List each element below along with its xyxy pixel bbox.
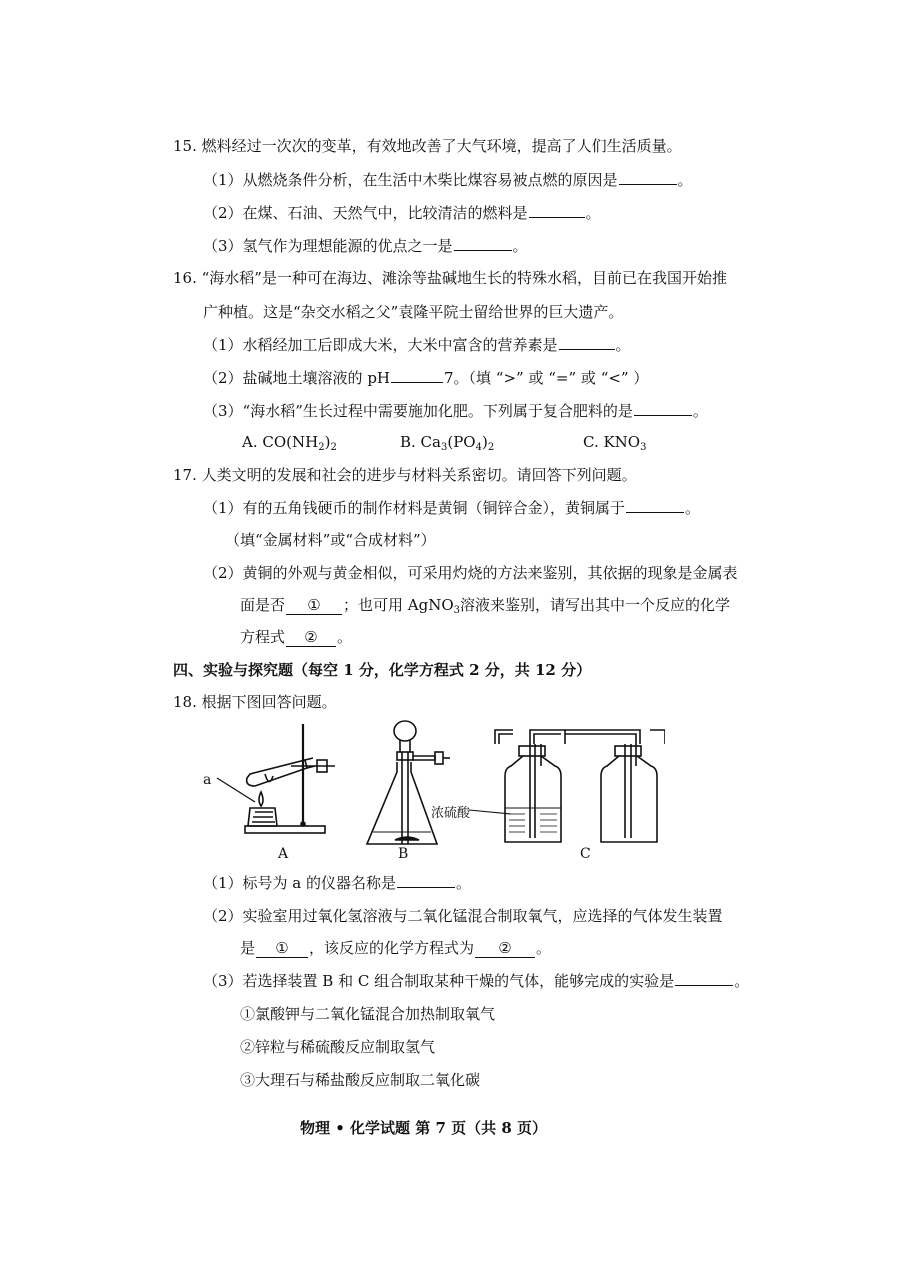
q15-part3 [203, 236, 528, 256]
q16-part1-end: 。 [615, 336, 631, 354]
q16-option-b[interactable]: B. $Ca_3(PO_4)_2$ [400, 433, 495, 453]
q16-part3 [203, 401, 708, 421]
figure-label-a: a [203, 772, 212, 788]
q16-stem-line2: 广种植。这是“杂交水稻之父”袁隆平院士留给世界的巨大遗产。 [203, 303, 624, 321]
q15-part1-text: （1）从燃烧条件分析，在生活中木柴比煤容易被点燃的原因是 [203, 171, 618, 189]
q15-part3-end: 。 [512, 237, 528, 255]
figure-caption-c: C [580, 846, 591, 862]
q18-part1-blank[interactable] [397, 887, 455, 888]
q18-option-1[interactable]: ①氯酸钾与二氧化锰混合加热制取氧气 [240, 1005, 496, 1023]
q15-part3-blank[interactable] [454, 250, 512, 251]
q15-part2-end: 。 [585, 204, 601, 222]
q15-part2-text: （2）在煤、石油、天然气中，比较清洁的燃料是 [203, 204, 528, 222]
q16-stem-line1: 16. “海水稻”是一种可在海边、滩涂等盐碱地生长的特殊水稻，目前已在我国开始推 [173, 269, 727, 287]
q16-part3-end: 。 [692, 402, 708, 420]
q15-stem: 15. 燃料经过一次次的变革，有效地改善了大气环境，提高了人们生活质量。 [173, 137, 682, 155]
q16-part2 [203, 368, 648, 388]
q17-part2-line2: 面是否 ① ；也可用 AgNO$_3$溶液来鉴别，请写出其中一个反应的化学 [240, 596, 731, 616]
q17-part1-blank[interactable] [626, 512, 684, 513]
q16-part2-text-end: 7。（填 “>” 或 “=” 或 “<” ） [444, 369, 649, 387]
q18-part2-blank1[interactable]: ① [256, 939, 308, 958]
q17-part1 [203, 498, 700, 518]
figure-caption-a: A [278, 846, 289, 862]
q17-part2-line1: （2）黄铜的外观与黄金相似，可采用灼烧的方法来鉴别，其依据的现象是金属表 [203, 564, 738, 582]
apparatus-b-drawing [367, 721, 450, 844]
q18-part1: （1）标号为 a 的仪器名称是 。 [203, 874, 472, 892]
q15-part1-blank[interactable] [619, 184, 677, 185]
q16-part2-blank[interactable] [391, 382, 443, 383]
q16-part1 [203, 335, 631, 355]
q16-part2-text: （2）盐碱地土壤溶液的 pH [203, 369, 390, 387]
q17-stem: 17. 人类文明的发展和社会的进步与材料关系密切。请回答下列问题。 [173, 466, 637, 484]
figure-caption-b: B [398, 846, 409, 862]
q18-apparatus-figure [195, 716, 665, 866]
q16-option-a[interactable]: A. $CO(NH_2)_2$ [242, 433, 337, 453]
q17-part2-line3: 方程式 ② 。 [240, 628, 353, 646]
q16-part3-text: （3）“海水稻”生长过程中需要施加化肥。下列属于复合肥料的是 [203, 402, 633, 420]
q17-part1-text: （1）有的五角钱硬币的制作材料是黄铜（铜锌合金），黄铜属于 [203, 499, 626, 517]
q16-part1-text: （1）水稻经加工后即成大米，大米中富含的营养素是 [203, 336, 558, 354]
q15-part1-end: 。 [677, 171, 693, 189]
q17-part2-blank2[interactable]: ② [286, 628, 336, 647]
apparatus-c-drawing [469, 730, 665, 842]
q18-option-3[interactable]: ③大理石与稀盐酸反应制取二氧化碳 [240, 1071, 481, 1089]
figure-label-acid: 浓硫酸 [431, 806, 471, 821]
page-footer: 物理 • 化学试题 第 7 页（共 8 页） [300, 1119, 548, 1137]
q15-part2-blank[interactable] [529, 217, 585, 218]
q15-part2 [203, 203, 601, 223]
q16-option-c[interactable]: C. $KNO_3$ [583, 433, 647, 453]
section-4-title: 四、实验与探究题（每空 1 分，化学方程式 2 分，共 12 分） [173, 661, 592, 679]
apparatus-drawing [195, 716, 665, 866]
q16-part1-blank[interactable] [559, 349, 615, 350]
q18-option-2[interactable]: ②锌粒与稀硫酸反应制取氢气 [240, 1038, 436, 1056]
q18-part2-blank2[interactable]: ② [475, 939, 535, 958]
q15-part1 [203, 170, 693, 190]
q18-part3-blank[interactable] [675, 985, 733, 986]
q17-part1-note: （填“金属材料”或“合成材料”） [225, 531, 436, 549]
q17-part1-end: 。 [685, 499, 701, 517]
q18-stem: 18. 根据下图回答问题。 [173, 693, 337, 711]
q18-part2-line1: （2）实验室用过氧化氢溶液与二氧化锰混合制取氧气，应选择的气体发生装置 [203, 907, 723, 925]
q17-part2-blank1[interactable]: ① [286, 596, 342, 615]
apparatus-a-drawing [217, 724, 335, 833]
q15-part3-text: （3）氢气作为理想能源的优点之一是 [203, 237, 453, 255]
q18-part2-line2: 是 ① ，该反应的化学方程式为 ② 。 [240, 939, 552, 957]
q18-part1-text: （1）标号为 a 的仪器名称是 [203, 874, 397, 892]
q18-part3: （3）若选择装置 B 和 C 组合制取某种干燥的气体，能够完成的实验是 。 [203, 972, 750, 990]
q18-part3-text: （3）若选择装置 B 和 C 组合制取某种干燥的气体，能够完成的实验是 [203, 972, 675, 990]
q16-part3-blank[interactable] [634, 415, 692, 416]
